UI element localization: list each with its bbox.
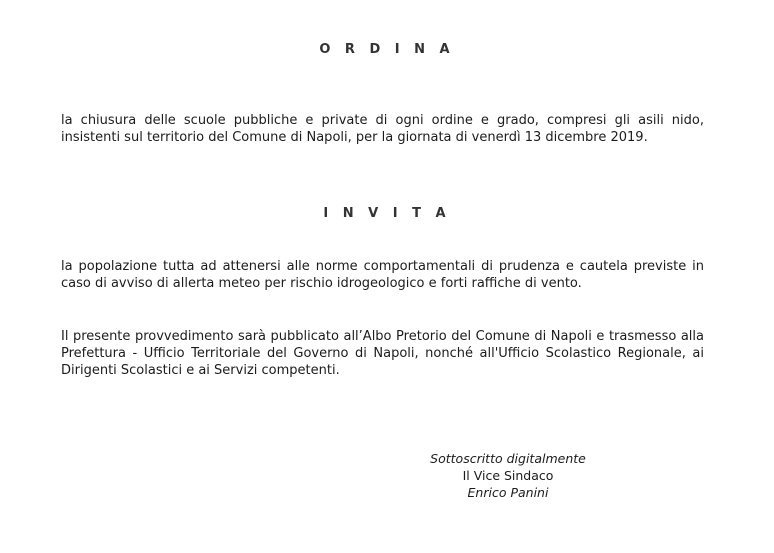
invita-paragraph: la popolazione tutta ad attenersi alle norme comportamentali di prudenza e cautela previste in caso di avviso di allerta meteo per rischio idrogeologico e forti raffiche di vento.: [61, 259, 704, 291]
publication-paragraph: Il presente provvedimento sarà pubblicato all’Albo Pretorio del Comune di Napoli e trasmesso alla Prefettura - Ufficio Territoriale del Governo di Napoli, nonché all'Ufficio Scolastico Regionale, ai Dirigenti Scolastici e ai Servizi competenti.: [61, 329, 704, 378]
invita-heading: I N V I T A: [323, 206, 451, 221]
ordina-paragraph: la chiusura delle scuole pubbliche e private di ogni ordine e grado, compresi gli asili nido, insistenti sul territorio del Comune di Napoli, per la giornata di venerdì 13 dicembre 2019.: [61, 113, 704, 145]
ordina-heading: O R D I N A: [319, 42, 455, 57]
signature-block: [420, 450, 596, 501]
signer-role: Il Vice Sindaco: [462, 468, 554, 483]
signer-name: Enrico Panini: [467, 485, 549, 500]
digital-signature-note: Sottoscritto digitalmente: [430, 451, 586, 466]
